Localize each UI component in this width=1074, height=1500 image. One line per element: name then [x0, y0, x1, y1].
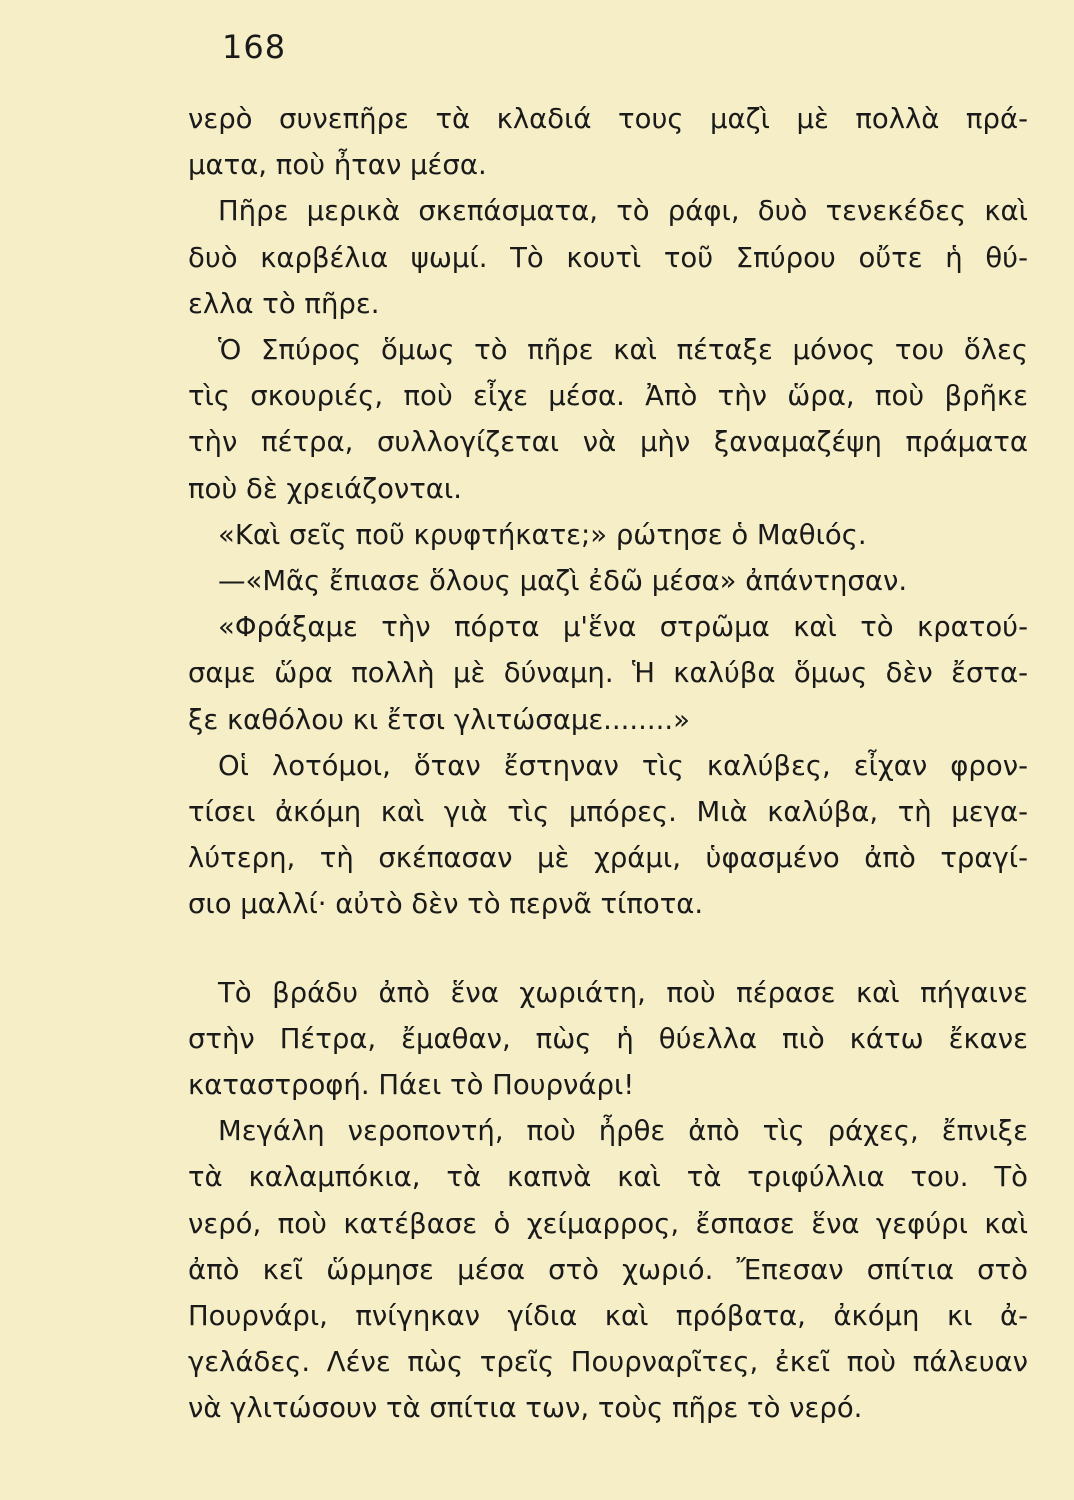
text-line: τὰ καλαμπόκια, τὰ καπνὰ καὶ τὰ τριφύλλια του. Τὸ [188, 1161, 1028, 1194]
paragraph [188, 604, 1028, 743]
text-line: σιο μαλλί· αὐτὸ δὲν τὸ περνᾶ τίποτα. [188, 888, 704, 921]
text-line: Οἱ λοτόμοι, ὅταν ἔστηναν τὶς καλύβες, εἶχαν φρον- [218, 749, 1028, 782]
text-line: Πῆρε μερικὰ σκεπάσματα, τὸ ράφι, δυὸ τενεκέδες καὶ [218, 195, 1028, 228]
text-line: —«Μᾶς ἔπιασε ὅλους μαζὶ ἐδῶ μέσα» ἀπάντησαν. [218, 565, 908, 598]
text-line: νερό, ποὺ κατέβασε ὁ χείμαρρος, ἔσπασε ἕνα γεφύρι καὶ [188, 1207, 1028, 1240]
text-line: νερὸ συνεπῆρε τὰ κλαδιά τους μαζὶ μὲ πολλὰ πρά- [188, 103, 1028, 135]
paragraph [188, 512, 1028, 558]
paragraph [188, 558, 1028, 604]
page-number: 168 [222, 28, 287, 66]
text-line: ματα, ποὺ ἦταν μέσα. [188, 149, 487, 182]
text-line: τὴν πέτρα, συλλογίζεται νὰ μὴν ξαναμαζέψη πράματα [188, 426, 1028, 459]
text-line: Πουρνάρι, πνίγηκαν γίδια καὶ πρόβατα, ἀκόμη κι ἀ- [188, 1300, 1028, 1333]
text-line: «Καὶ σεῖς ποῦ κρυφτήκατε;» ρώτησε ὁ Μαθιός. [218, 518, 867, 551]
text-line: «Φράξαμε τὴν πόρτα μ'ἕνα στρῶμα καὶ τὸ κρατού- [218, 611, 1028, 644]
paragraph [188, 327, 1028, 512]
text-line: νὰ γλιτώσουν τὰ σπίτια των, τοὺς πῆρε τὸ νερό. [188, 1392, 863, 1425]
body-text [188, 96, 1028, 1432]
text-line: καταστροφή. Πάει τὸ Πουρνάρι! [188, 1069, 635, 1102]
text-line: ἀπὸ κεῖ ὥρμησε μέσα στὸ χωριό. Ἔπεσαν σπίτια στὸ [188, 1253, 1028, 1286]
text-line: λύτερη, τὴ σκέπασαν μὲ χράμι, ὑφασμένο ἀπὸ τραγί- [188, 842, 1028, 875]
text-line: Τὸ βράδυ ἀπὸ ἕνα χωριάτη, ποὺ πέρασε καὶ πήγαινε [218, 976, 1028, 1009]
paragraph [188, 1108, 1028, 1431]
paragraph [188, 188, 1028, 327]
text-line: ξε καθόλου κι ἔτσι γλιτώσαμε........» [188, 703, 690, 736]
text-line: ποὺ δὲ χρειάζονται. [188, 472, 462, 505]
text-line: ελλα τὸ πῆρε. [188, 287, 380, 320]
text-line: σαμε ὥρα πολλὴ μὲ δύναμη. Ἡ καλύβα ὅμως δὲν ἔστα- [188, 657, 1028, 690]
paragraph [188, 96, 1028, 188]
text-line: γελάδες. Λένε πὼς τρεῖς Πουρναρῖτες, ἐκεῖ ποὺ πάλευαν [188, 1346, 1028, 1379]
text-line: δυὸ καρβέλια ψωμί. Τὸ κουτὶ τοῦ Σπύρου οὔτε ἡ θύ- [188, 241, 1028, 274]
paragraph [188, 970, 1028, 1109]
text-line: Μεγάλη νεροποντή, ποὺ ἦρθε ἀπὸ τὶς ράχες, ἔπνιξε [218, 1115, 1028, 1148]
paragraph-gap [188, 928, 1028, 970]
text-line: στὴν Πέτρα, ἔμαθαν, πὼς ἡ θύελλα πιὸ κάτω ἔκανε [188, 1022, 1028, 1055]
text-line: τίσει ἀκόμη καὶ γιὰ τὶς μπόρες. Μιὰ καλύβα, τὴ μεγα- [188, 796, 1028, 829]
text-line: Ὁ Σπύρος ὅμως τὸ πῆρε καὶ πέταξε μόνος του ὅλες [218, 334, 1028, 367]
paragraph [188, 743, 1028, 928]
text-line: τὶς σκουριές, ποὺ εἶχε μέσα. Ἀπὸ τὴν ὥρα, ποὺ βρῆκε [188, 380, 1028, 413]
